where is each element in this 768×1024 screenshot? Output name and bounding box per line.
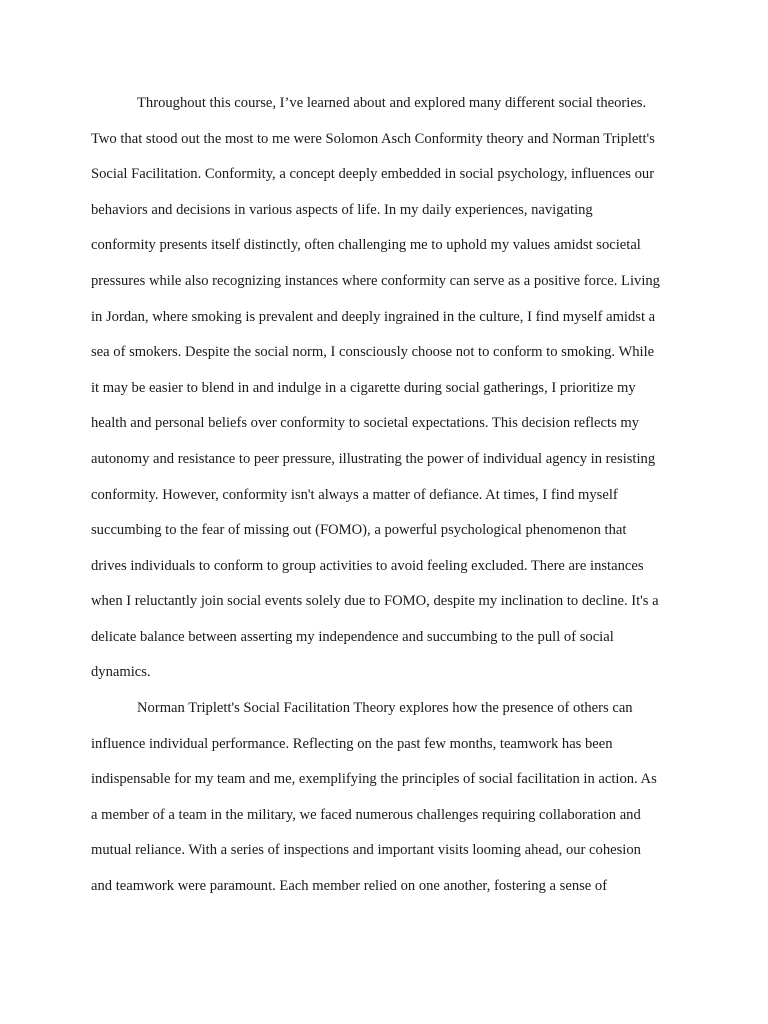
text-line: Two that stood out the most to me were Solomon Asch Conformity theory and Norman Triplett's bbox=[91, 131, 655, 147]
text-line: a member of a team in the military, we faced numerous challenges requiring collaboration and bbox=[91, 807, 641, 823]
text-line: conformity presents itself distinctly, often challenging me to uphold my values amidst societal bbox=[91, 237, 641, 253]
text-line: behaviors and decisions in various aspects of life. In my daily experiences, navigating bbox=[91, 202, 593, 218]
text-line: influence individual performance. Reflecting on the past few months, teamwork has been bbox=[91, 736, 613, 752]
text-line: when I reluctantly join social events solely due to FOMO, despite my inclination to decline. It's a bbox=[91, 593, 659, 609]
text-line: it may be easier to blend in and indulge in a cigarette during social gatherings, I prioritize my bbox=[91, 380, 636, 396]
text-line: and teamwork were paramount. Each member relied on one another, fostering a sense of bbox=[91, 878, 608, 894]
text-line: in Jordan, where smoking is prevalent and deeply ingrained in the culture, I find myself amidst a bbox=[91, 309, 656, 325]
text-line: indispensable for my team and me, exemplifying the principles of social facilitation in action. As bbox=[91, 771, 657, 787]
text-line: health and personal beliefs over conformity to societal expectations. This decision reflects my bbox=[91, 415, 640, 431]
text-line: delicate balance between asserting my independence and succumbing to the pull of social bbox=[91, 629, 614, 645]
text-line: sea of smokers. Despite the social norm, I consciously choose not to conform to smoking. While bbox=[91, 344, 655, 360]
text-line: mutual reliance. With a series of inspections and important visits looming ahead, our cohesion bbox=[91, 842, 641, 858]
text-line: Throughout this course, I’ve learned about and explored many different social theories. bbox=[137, 95, 647, 111]
text-line: Norman Triplett's Social Facilitation Theory explores how the presence of others can bbox=[137, 700, 633, 716]
text-line: autonomy and resistance to peer pressure, illustrating the power of individual agency in resisting bbox=[91, 451, 656, 467]
text-line: succumbing to the fear of missing out (FOMO), a powerful psychological phenomenon that bbox=[91, 522, 627, 538]
text-line: conformity. However, conformity isn't always a matter of defiance. At times, I find myself bbox=[91, 487, 618, 503]
text-line: drives individuals to conform to group activities to avoid feeling excluded. There are instances bbox=[91, 558, 644, 574]
text-line: dynamics. bbox=[91, 664, 151, 680]
text-line: Social Facilitation. Conformity, a concept deeply embedded in social psychology, influences our bbox=[91, 166, 655, 182]
text-line: pressures while also recognizing instances where conformity can serve as a positive force. Living bbox=[91, 273, 660, 289]
